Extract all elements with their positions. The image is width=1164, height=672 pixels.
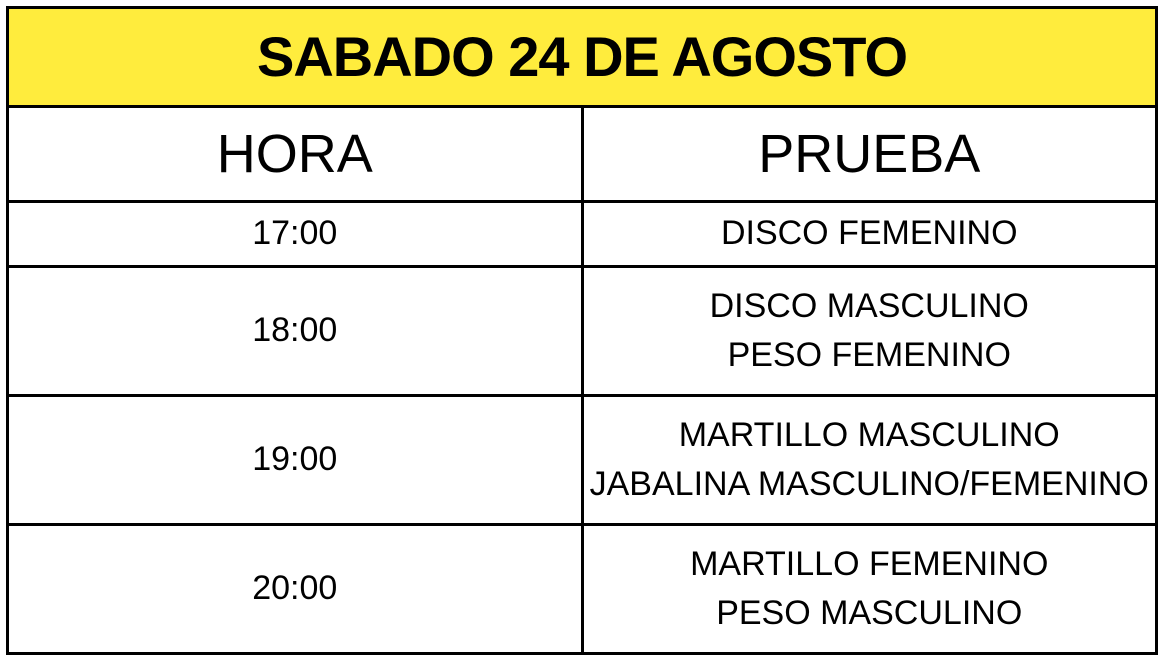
- row-events: [582, 525, 1157, 654]
- row-events: [582, 396, 1157, 525]
- event-name: PESO MASCULINO: [716, 594, 1023, 632]
- column-header-hour: HORA: [8, 107, 583, 202]
- table-row: [8, 267, 1157, 396]
- row-events: [582, 267, 1157, 396]
- event-name: JABALINA MASCULINO/FEMENINO: [589, 465, 1149, 503]
- event-name: MARTILLO MASCULINO: [678, 415, 1060, 454]
- header-row: [8, 107, 1157, 202]
- row-time: 18:00: [8, 267, 583, 396]
- schedule-title: SABADO 24 DE AGOSTO: [8, 8, 1157, 107]
- table-row: [8, 525, 1157, 654]
- competition-schedule-table: [6, 6, 1158, 655]
- row-time: 19:00: [8, 396, 583, 525]
- event-name: PESO FEMENINO: [727, 336, 1011, 374]
- column-header-event: PRUEBA: [582, 107, 1157, 202]
- event-name: DISCO FEMENINO: [720, 214, 1018, 253]
- table-row: [8, 202, 1157, 267]
- event-name: MARTILLO FEMENINO: [690, 544, 1049, 583]
- row-time: 20:00: [8, 525, 583, 654]
- row-events: [582, 202, 1157, 267]
- row-time: 17:00: [8, 202, 583, 267]
- event-name: DISCO MASCULINO: [709, 286, 1029, 325]
- table-row: [8, 396, 1157, 525]
- title-row: [8, 8, 1157, 107]
